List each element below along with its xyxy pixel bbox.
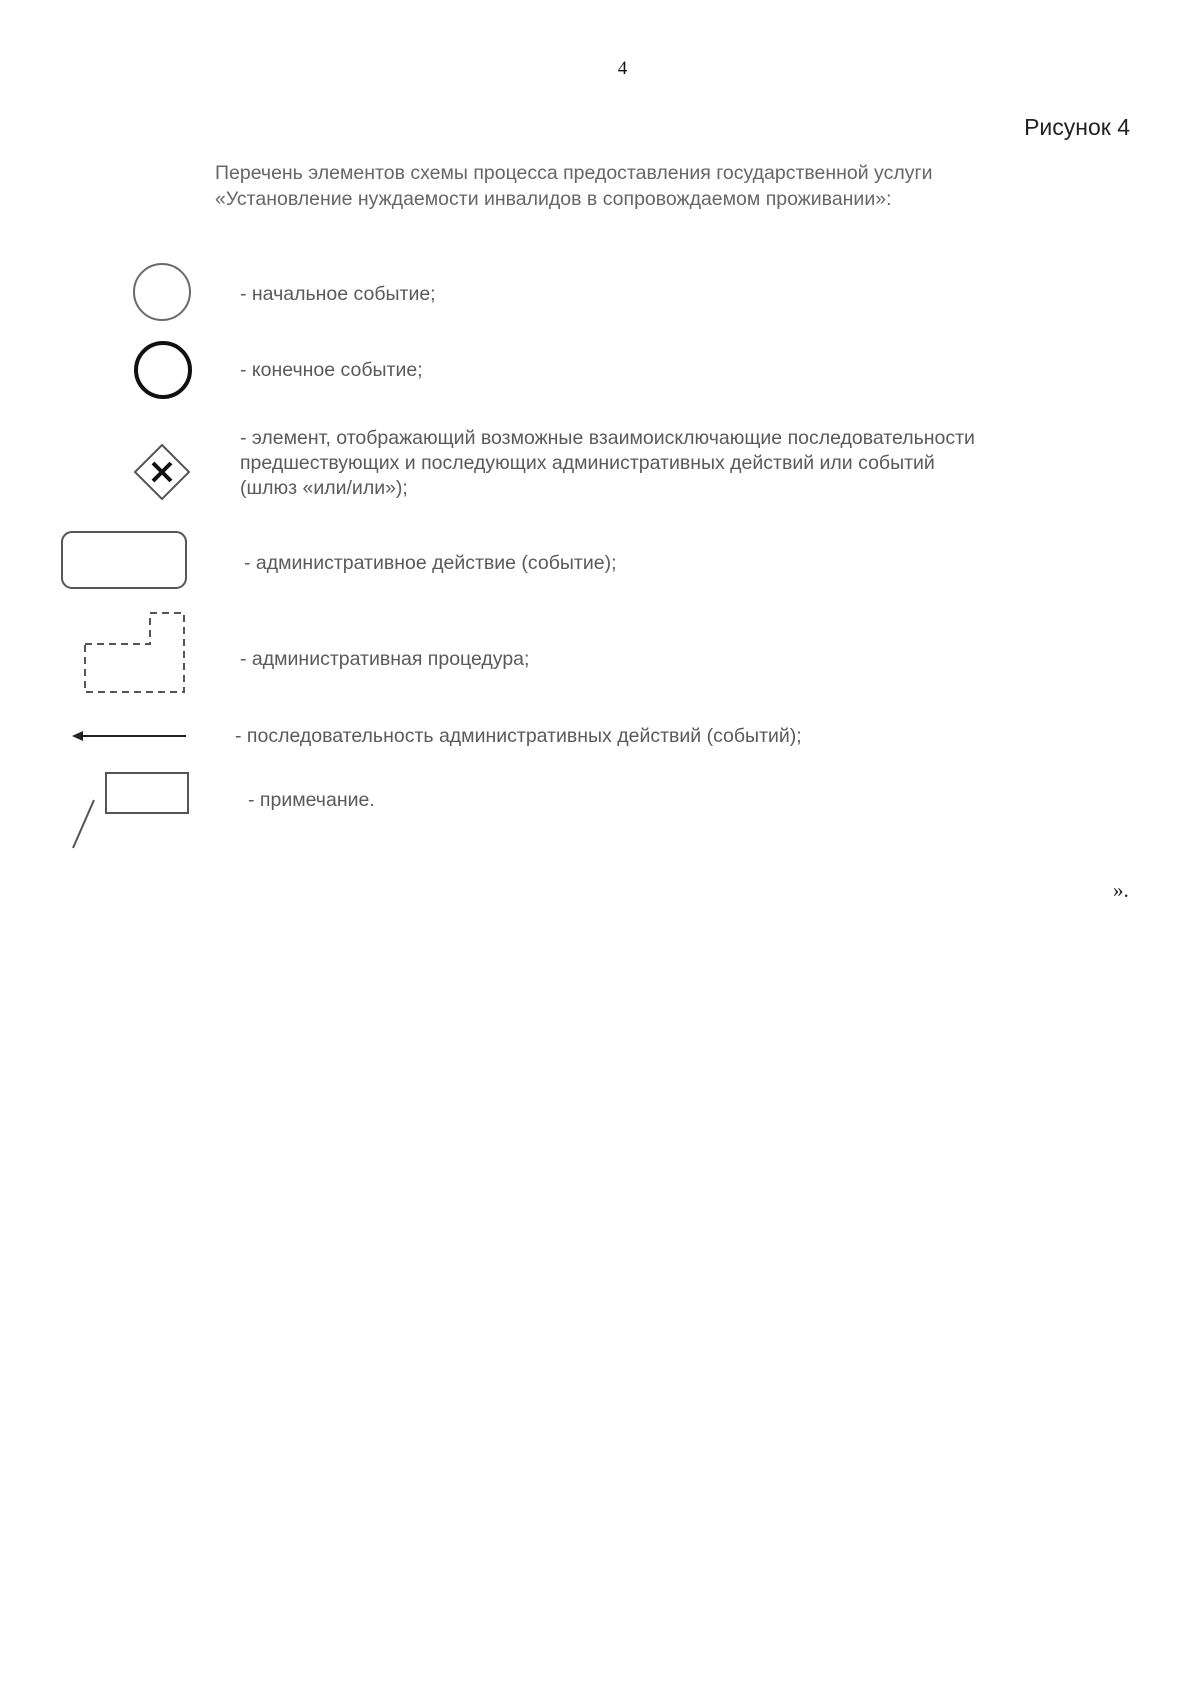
arrow-left-icon — [70, 726, 190, 746]
page-number: 4 — [617, 58, 628, 79]
legend-item-admin-procedure: - административная процедура; — [240, 648, 530, 670]
closing-quote: ». — [1113, 878, 1129, 902]
legend-item-sequence-flow: - последовательность административных действий (событий); — [235, 725, 802, 747]
legend-item-annotation: - примечание. — [248, 789, 375, 811]
dashed-stepped-shape-icon — [82, 610, 188, 696]
gateway-line-1: - элемент, отображающий возможные взаимоисключающие последовательности — [240, 427, 975, 449]
legend-heading — [215, 160, 1115, 212]
annotation-bracket-icon — [68, 770, 192, 850]
thick-circle-icon — [131, 338, 195, 402]
rounded-rectangle-icon — [60, 530, 190, 592]
legend-item-start-event: - начальное событие; — [240, 283, 436, 305]
thin-circle-icon — [130, 260, 194, 324]
legend-heading-line-1: Перечень элементов схемы процесса предоставления государственной услуги — [215, 162, 933, 184]
gateway-line-3: (шлюз «или/или»); — [240, 477, 408, 499]
legend-item-gateway — [240, 426, 1120, 501]
figure-label: Рисунок 4 — [1024, 114, 1130, 140]
legend-item-end-event: - конечное событие; — [240, 359, 423, 381]
legend-item-admin-action: - административное действие (событие); — [244, 552, 617, 574]
exclusive-gateway-diamond-icon — [130, 440, 194, 504]
gateway-line-2: предшествующих и последующих административных действий или событий — [240, 452, 935, 474]
legend-heading-line-2: «Установление нуждаемости инвалидов в сопровождаемом проживании»: — [215, 188, 892, 210]
